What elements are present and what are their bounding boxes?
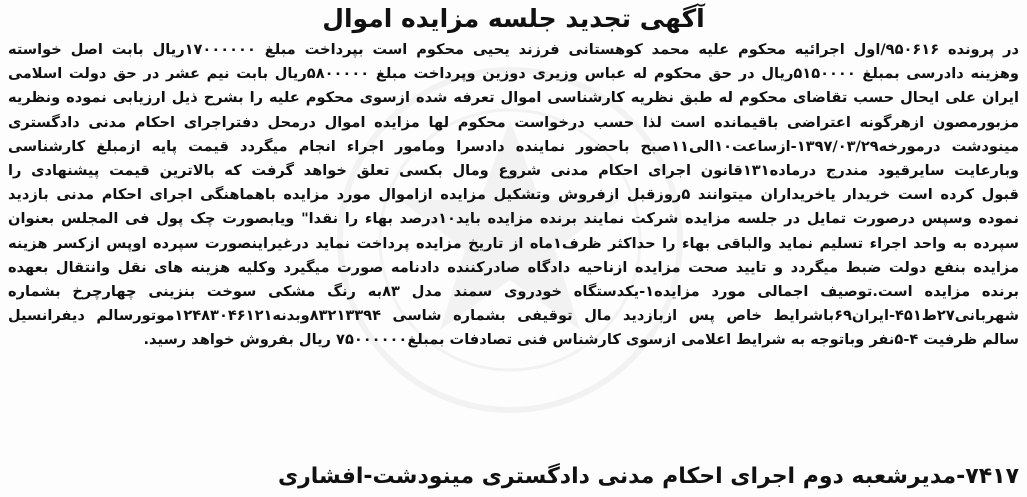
- body-line: مزبورمصون ازهرگونه اعتراضی باقیمانده است لذا حسب درخواست محکوم لها مزایده اموال درمحل دفتراجرای احکام مدنی دادگستری: [8, 113, 1019, 131]
- body-line: در پرونده ۹۵۰۶۱۶/اول اجرائیه محکوم علیه محمد کوهستانی فرزند یحیی محکوم است بپرداخت مبلغ ۱۷۰۰۰۰۰۰ریال بابت اصل خواسته: [8, 41, 1019, 58]
- notice-title: آگهی تجدید جلسه مزایده اموال: [322, 4, 705, 33]
- body-line: ایران علی ایحال حسب تقاضای محکوم له طبق نظریه کارشناسی اموال تعرفه شده ازسوی محکوم علیه را بشرح ذیل ارزیابی نموده ونظریه: [8, 89, 1019, 107]
- notice-signature: ۷۴۱۷-مدیرشعبه دوم اجرای احکام مدنی دادگستری مینودشت-افشاری: [277, 464, 1019, 489]
- body-line: وهزینه دادرسی بمبلغ ۵۱۵۰۰۰۰ریال در حق محکوم له عباس وزیری دوزین وپرداخت مبلغ ۵۸۰۰۰۰۰ریال بابت نیم عشر در حق دولت اسلامی: [8, 65, 1019, 83]
- body-line: نموده وسپس درصورت تمایل در جلسه مزایده شرکت نمایند برنده مزایده باید۱۰درصد بهاء را نقدا" ویابصورت چک پول فی المجلس بعنوان: [8, 210, 1019, 228]
- body-line: مزایده بنفع دولت ضبط میگردد و تایید صحت مزایده ازناحیه دادگاه صادرکننده دادنامه صورت میگیرد وکلیه هزینه های نقل وانتقال بعهده: [8, 258, 1019, 276]
- body-line: شهربانی۲۷ط۴۵۱-ایران۶۹باشرایط خاص پس ازبازدید مال توقیفی بشماره شاسی ۸۳۲۱۳۳۹۴وبدنه۱۲۴۸۳۰۴۶۱۲۱موتورسالم دیفرانسیل: [8, 307, 1019, 325]
- notice-body: [8, 38, 1019, 352]
- body-line: سپرده به واحد اجراء تسلیم نماید والباقی بهاء را حداکثر ظرف۱ماه از تاریخ مزایده پرداخت نماید درغیراینصورت سپرده اوپس ازکسر هزینه: [8, 234, 1019, 252]
- body-line: سالم ظرفیت ۴-۵نفر وباتوجه به شرایط اعلامی ازسوی کارشناس فنی تصادفات بمبلغ۷۵۰۰۰۰۰۰ ریال بفروش خواهد رسید.: [143, 331, 1019, 349]
- body-line: وبارعایت سایرقیود مندرج درماده۱۳۱قانون اجرای احکام مدنی شروع ومال بکسی تعلق خواهد گرفت که بالاترین قیمت پیشنهادی را: [8, 161, 1019, 179]
- body-line: قبول کرده است خریدار یاخریداران میتوانند ۵روزقبل ازفروش وتشکیل مزایده ازاموال مورد مزایده باهماهنگی اجرای احکام مدنی بازدید: [8, 186, 1019, 204]
- body-line: مینودشت درمورخه۱۳۹۷/۰۳/۲۹-ازساعت۱۰الی۱۱صبح باحضور نماینده دادسرا ومامور اجراء انجام میگردد قیمت پایه ازمبلغ کارشناسی: [8, 137, 1019, 155]
- body-line: برنده مزایده است.توصیف اجمالی مورد مزایده۱-یکدستگاه خودروی سمند مدل ۸۳به رنگ مشکی سوخت بنزینی چهارچرخ بشماره: [8, 282, 1019, 300]
